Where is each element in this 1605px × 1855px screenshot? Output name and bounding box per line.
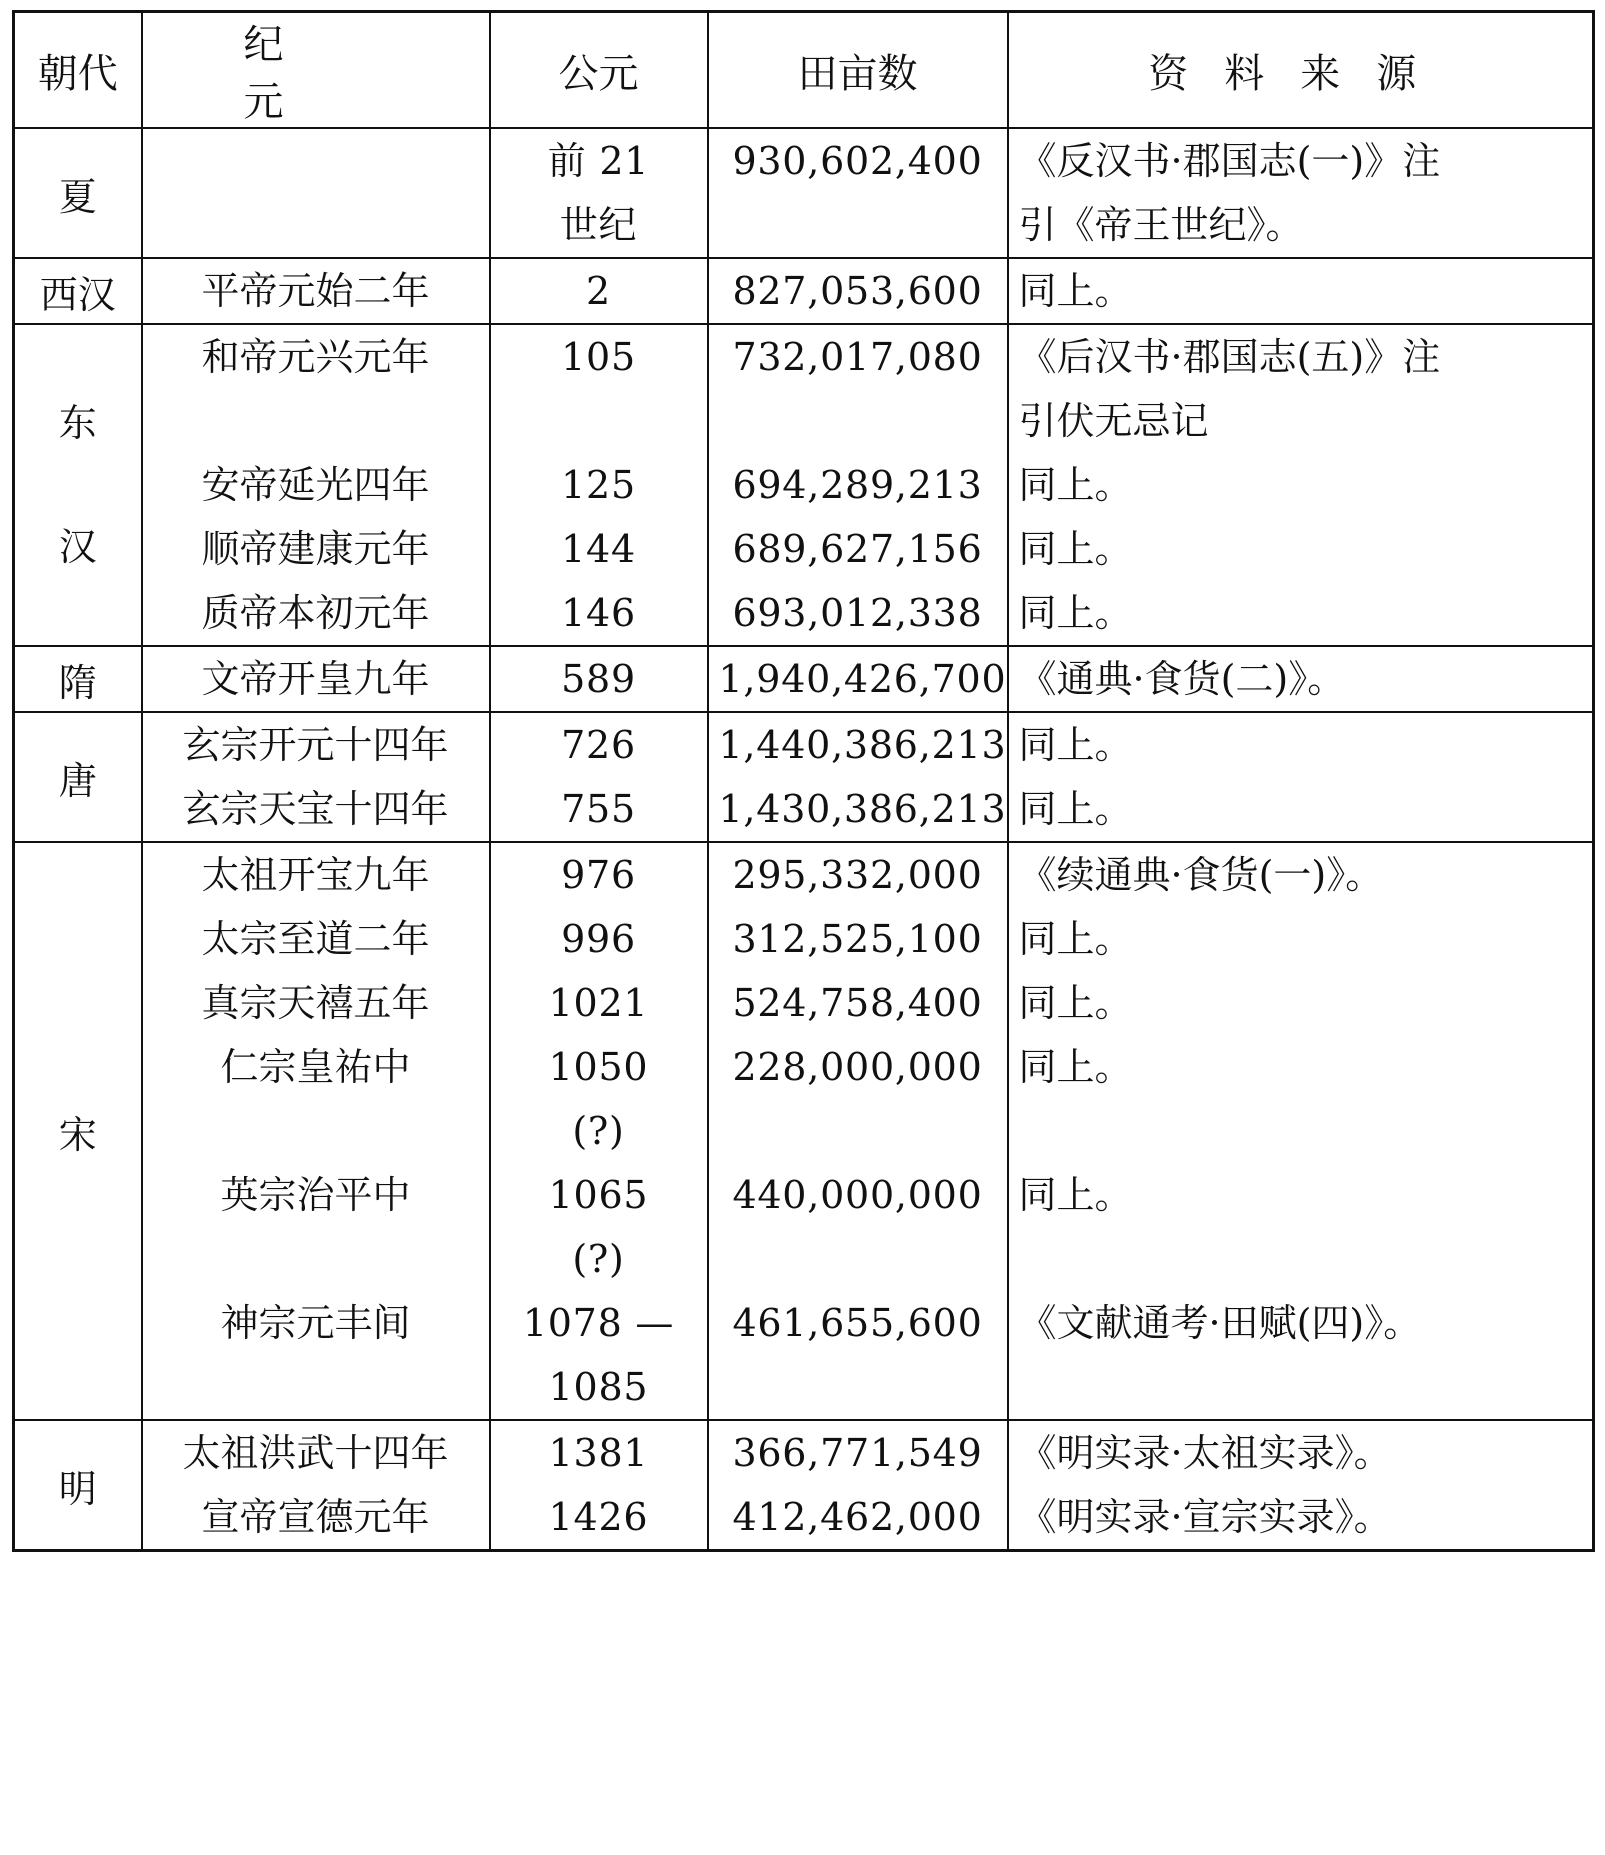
year-line: 976 [561, 853, 636, 897]
year-cell [490, 1420, 708, 1551]
field-count-line: 366,771,549 [732, 1431, 983, 1475]
source-cell [1008, 258, 1594, 324]
dynasty-row [14, 324, 1594, 646]
field-count-line: 295,332,000 [732, 853, 983, 897]
era-line: 真宗天禧五年 [201, 981, 430, 1025]
year-cell [490, 324, 708, 646]
dynasty-row [14, 128, 1594, 258]
field-count-cell [708, 128, 1008, 258]
blank-line [153, 1099, 479, 1163]
field-count-cell [708, 646, 1008, 712]
source-line: 同上。 [1018, 787, 1133, 831]
field-count-line: 689,627,156 [732, 527, 983, 571]
year-line: 105 [561, 335, 636, 379]
dynasty-char: 东 [58, 401, 97, 445]
source-line: 《文献通考·田赋(四)》。 [1018, 1301, 1422, 1345]
field-count-cell [708, 258, 1008, 324]
source-line: 同上。 [1018, 1045, 1133, 1089]
blank-line [153, 1227, 479, 1291]
source-cell [1008, 1420, 1594, 1551]
era-line: 太祖开宝九年 [201, 853, 430, 897]
era-cell [142, 324, 490, 646]
era-line: 神宗元丰间 [220, 1301, 411, 1345]
source-line: 同上。 [1018, 917, 1133, 961]
source-line: 同上。 [1018, 981, 1133, 1025]
era-line: 宣帝宣德元年 [201, 1495, 430, 1539]
blank-line [153, 389, 479, 453]
blank-line [719, 1227, 997, 1291]
year-line: 726 [561, 723, 636, 767]
year-line: 1078 — [522, 1301, 675, 1345]
field-count-line: 1,940,426,700 [718, 657, 1007, 701]
era-cell [142, 842, 490, 1420]
field-count-cell [708, 1420, 1008, 1551]
era-line: 英宗治平中 [220, 1173, 411, 1217]
field-count-line: 1,430,386,213 [718, 787, 1007, 831]
header-era: 纪 元 [142, 12, 490, 129]
field-count-line: 694,289,213 [732, 463, 983, 507]
source-line: 同上。 [1018, 463, 1133, 507]
blank-line [153, 1355, 479, 1419]
field-count-line: 312,525,100 [732, 917, 983, 961]
year-cell [490, 712, 708, 842]
header-source: 资料来源 [1008, 12, 1594, 129]
era-line: 玄宗开元十四年 [182, 723, 449, 767]
source-cell [1008, 842, 1594, 1420]
blank-line [719, 1355, 997, 1419]
era-line: 质帝本初元年 [201, 591, 430, 635]
field-count-line: 930,602,400 [732, 139, 983, 183]
blank-line [1019, 1227, 1583, 1291]
header-field: 田亩数 [708, 12, 1008, 129]
source-line: 《明实录·宣宗实录》。 [1018, 1495, 1392, 1539]
header-row [14, 12, 1594, 129]
year-line: 1381 [548, 1431, 649, 1475]
source-line: 《后汉书·郡国志(五)》注 [1018, 335, 1441, 379]
era-cell [142, 712, 490, 842]
dynasty-label: 隋 [58, 660, 97, 705]
source-line: 引《帝王世纪》。 [1018, 203, 1304, 247]
era-line: 太宗至道二年 [201, 917, 430, 961]
source-line: 引伏无忌记 [1018, 399, 1209, 443]
blank-line [1019, 1355, 1583, 1419]
source-line: 《通典·食货(二)》。 [1018, 657, 1346, 701]
year-line: (?) [572, 1237, 625, 1281]
year-cell [490, 258, 708, 324]
source-line: 《明实录·太祖实录》。 [1018, 1431, 1392, 1475]
era-line: 平帝元始二年 [201, 269, 430, 313]
source-cell [1008, 128, 1594, 258]
source-line: 《反汉书·郡国志(一)》注 [1018, 139, 1441, 183]
year-line: 1426 [548, 1495, 649, 1539]
era-line: 文帝开皇九年 [201, 657, 430, 701]
field-count-cell [708, 324, 1008, 646]
blank-line [719, 193, 997, 257]
field-count-cell [708, 712, 1008, 842]
field-count-line: 827,053,600 [732, 269, 983, 313]
era-line: 玄宗天宝十四年 [182, 787, 449, 831]
year-line: 1050 [548, 1045, 649, 1089]
blank-line [719, 1099, 997, 1163]
year-line: 1065 [548, 1173, 649, 1217]
dynasty-cell [14, 646, 142, 712]
year-line: 996 [561, 917, 636, 961]
dynasty-label: 夏 [58, 174, 97, 219]
year-line: 146 [561, 591, 636, 635]
field-count-line: 1,440,386,213 [718, 723, 1007, 767]
year-cell [490, 646, 708, 712]
source-cell [1008, 646, 1594, 712]
header-year: 公元 [490, 12, 708, 129]
year-line: 世纪 [559, 203, 638, 247]
era-line: 仁宗皇祐中 [220, 1045, 411, 1089]
era-cell [142, 1420, 490, 1551]
dynasty-row [14, 258, 1594, 324]
header-dynasty: 朝代 [14, 12, 142, 129]
source-line: 同上。 [1018, 527, 1133, 571]
source-line: 同上。 [1018, 723, 1133, 767]
land-area-table [12, 10, 1595, 1552]
blank-line [153, 129, 479, 193]
era-line: 安帝延光四年 [201, 463, 430, 507]
source-line: 同上。 [1018, 269, 1133, 313]
dynasty-label: 宋 [58, 1112, 97, 1157]
dynasty-row [14, 842, 1594, 1420]
field-count-cell [708, 842, 1008, 1420]
year-cell [490, 128, 708, 258]
table-body [14, 128, 1594, 1551]
year-line: 前 21 [547, 139, 650, 183]
source-cell [1008, 712, 1594, 842]
dynasty-char: 汉 [58, 525, 97, 569]
field-count-line: 228,000,000 [732, 1045, 983, 1089]
dynasty-cell [14, 1420, 142, 1551]
dynasty-cell [14, 128, 142, 258]
year-line: (?) [572, 1109, 625, 1153]
dynasty-cell [14, 712, 142, 842]
source-cell [1008, 324, 1594, 646]
year-line: 125 [561, 463, 636, 507]
field-count-line: 524,758,400 [732, 981, 983, 1025]
dynasty-row [14, 712, 1594, 842]
blank-line [501, 389, 697, 453]
era-cell [142, 128, 490, 258]
dynasty-cell [14, 842, 142, 1420]
year-line: 755 [561, 787, 636, 831]
year-line: 589 [561, 657, 636, 701]
year-line: 1021 [548, 981, 649, 1025]
era-line: 顺帝建康元年 [201, 527, 430, 571]
year-line: 1085 [548, 1365, 649, 1409]
field-count-line: 461,655,600 [732, 1301, 983, 1345]
blank-line [719, 389, 997, 453]
blank-line [153, 193, 479, 257]
source-line: 同上。 [1018, 591, 1133, 635]
field-count-line: 440,000,000 [732, 1173, 983, 1217]
dynasty-label: 唐 [58, 758, 97, 803]
era-cell [142, 646, 490, 712]
year-line: 144 [561, 527, 636, 571]
era-line: 太祖洪武十四年 [182, 1431, 449, 1475]
dynasty-label: 明 [58, 1466, 97, 1511]
source-line: 《续通典·食货(一)》。 [1018, 853, 1384, 897]
field-count-line: 693,012,338 [732, 591, 983, 635]
dynasty-cell [14, 258, 142, 324]
era-line: 和帝元兴元年 [201, 335, 430, 379]
era-cell [142, 258, 490, 324]
field-count-line: 732,017,080 [732, 335, 983, 379]
dynasty-label: 西汉 [39, 272, 116, 317]
source-line: 同上。 [1018, 1173, 1133, 1217]
dynasty-row [14, 1420, 1594, 1551]
year-cell [490, 842, 708, 1420]
field-count-line: 412,462,000 [732, 1495, 983, 1539]
dynasty-cell [14, 324, 142, 646]
dynasty-row [14, 646, 1594, 712]
blank-line [1019, 1099, 1583, 1163]
year-line: 2 [586, 269, 611, 313]
